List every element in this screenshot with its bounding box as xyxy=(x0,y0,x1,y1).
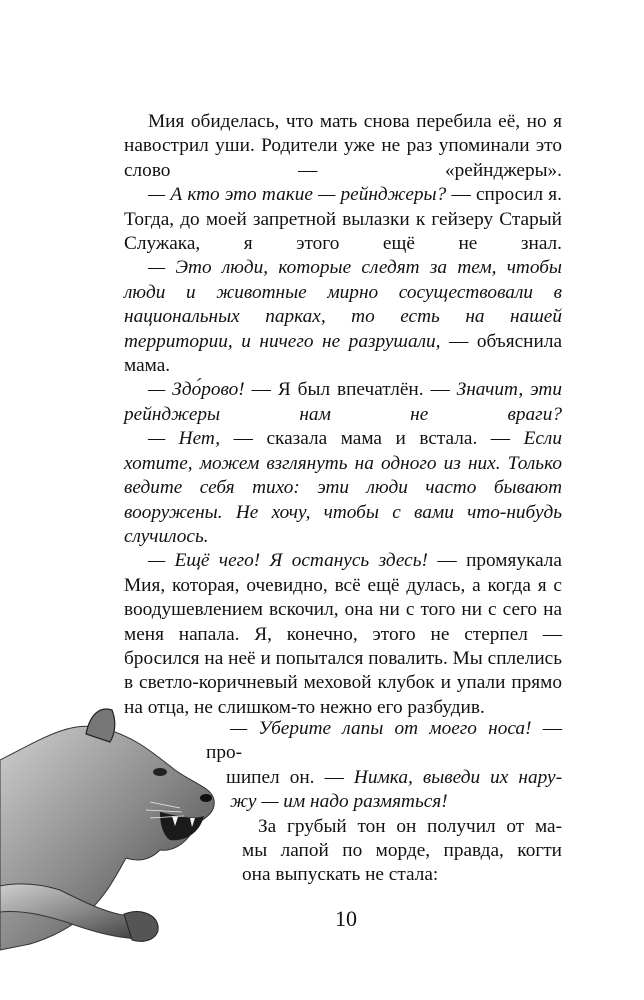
text-run: — объяснила мама. xyxy=(124,330,563,377)
cougar-nose xyxy=(200,794,212,802)
main-text xyxy=(124,110,562,720)
italic-run: Если хотите, можем взглянуть на одного из них. Только ведите себя тихо: эти люди часто бывают вооружены. Не хочу, чтобы с вами что-нибудь случилось. xyxy=(124,428,562,547)
text-run: — спросил я. Тогда, до моей запретной вылазки к гейзеру Старый Служака, я этого ещё не знал. xyxy=(124,184,562,255)
paragraph xyxy=(124,378,562,427)
italic-run: жу — им надо размяться! xyxy=(230,791,448,813)
tail-line xyxy=(206,717,562,766)
cougar-eye xyxy=(153,768,167,776)
paragraph xyxy=(124,183,562,256)
paragraph xyxy=(124,427,562,549)
text-run: — промяукала Мия, которая, очевидно, всё ещё дулась, а когда я с воодушевлением вскочил, она ни с того ни с сего на меня напала. Я, конечно, этого не стерпел — бросился на неё и попытался повалить. Мы сплелись в светло-коричневый меховой клубок и упали прямо на отца, не слишком-то нежно его разбудив. xyxy=(124,550,562,718)
paragraph xyxy=(124,110,562,183)
tail-line: мы лапой по морде, правда, когти xyxy=(242,840,562,862)
text-run: Мия обиделась, что мать снова перебила её, но я навострил уши. Родители уже не раз упоминали это слово — «рейнджеры». xyxy=(124,111,562,181)
text-run: шипел он. — xyxy=(226,766,354,788)
text-run: — Я был впечатлён. — xyxy=(244,379,457,401)
text-run: — сказала мама и встала. — xyxy=(220,428,524,450)
italic-run: — Уберите лапы от моего носа! xyxy=(230,718,532,739)
text-beside-illustration xyxy=(206,717,562,888)
italic-run: — Нет, xyxy=(148,428,221,450)
text-run: — про- xyxy=(206,718,562,764)
tail-line: За грубый тон он получил от ма- xyxy=(258,815,562,837)
page-number: 10 xyxy=(335,906,357,931)
tail-line xyxy=(206,790,562,814)
italic-run: Значит, эти рейнджеры нам не враги? xyxy=(124,379,562,425)
tail-line: она выпускать не стала: xyxy=(242,864,439,886)
tail-line xyxy=(206,766,562,790)
paragraph xyxy=(124,256,562,378)
italic-run: Нимка, выведи их нару- xyxy=(353,766,562,788)
italic-run: — Это люди, которые следят за тем, чтобы люди и животные мирно сосуществовали в национальных парках, то есть на нашей территории, и ничего не разрушали, xyxy=(124,257,562,352)
cougar-illustration xyxy=(0,700,240,1000)
italic-run: — Здо́рово! xyxy=(148,379,245,401)
paragraph xyxy=(206,717,562,815)
italic-run: — Ещё чего! Я останусь здесь! xyxy=(148,550,428,572)
paragraph xyxy=(206,815,562,888)
paragraph xyxy=(124,549,562,720)
italic-run: — А кто это такие — рейнджеры? xyxy=(148,184,447,206)
